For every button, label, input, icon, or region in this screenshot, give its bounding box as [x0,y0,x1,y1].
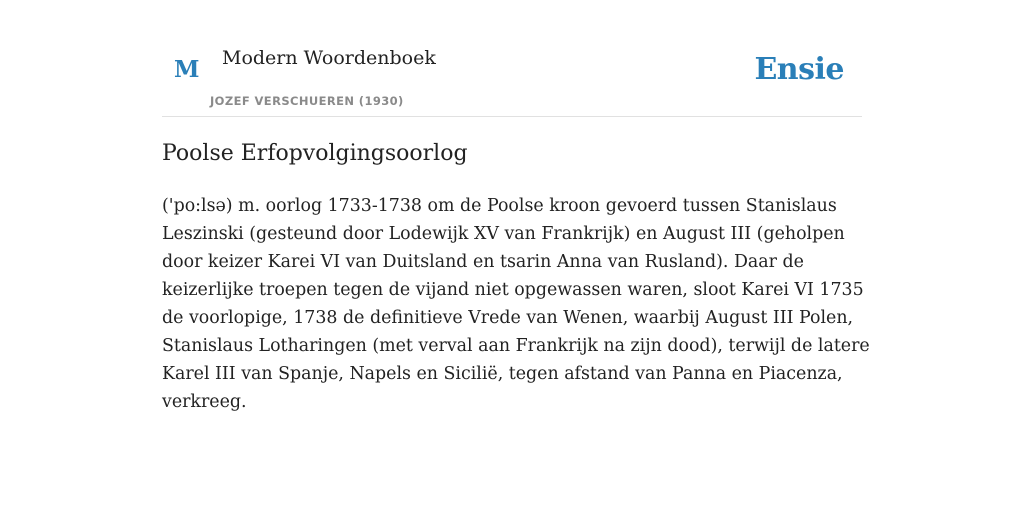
dictionary-author: JOZEF VERSCHUEREN (1930) [210,94,404,108]
entry-definition: ('po:lsə) m. oorlog 1733-1738 om de Poolse kroon gevoerd tussen Stanislaus Leszinski (gesteund door Lodewijk XV van Frankrijk) en August III (geholpen door keizer Karei VI van Duitsland en tsarin Anna van Rusland). Daar de keizerlijke troepen tegen de vijand niet opgewassen waren, sloot Karei VI 1735 de voorlopige, 1738 de definitieve Vrede van Wenen, waarbij August III Polen, Stanislaus Lotharingen (met verval aan Frankrijk na zijn dood), terwijl de latere Karel III van Spanje, Napels en Sicilië, tegen afstand van Panna en Piacenza, verkreeg. [162,196,870,412]
dictionary-title[interactable]: Modern Woordenboek [222,47,436,69]
dictionary-logo[interactable]: M [174,56,200,83]
dictionary-header [162,40,862,117]
ensie-brand-logo[interactable]: Ensie [754,52,844,87]
entry-title: Poolse Erfopvolgingsoorlog [162,141,468,166]
